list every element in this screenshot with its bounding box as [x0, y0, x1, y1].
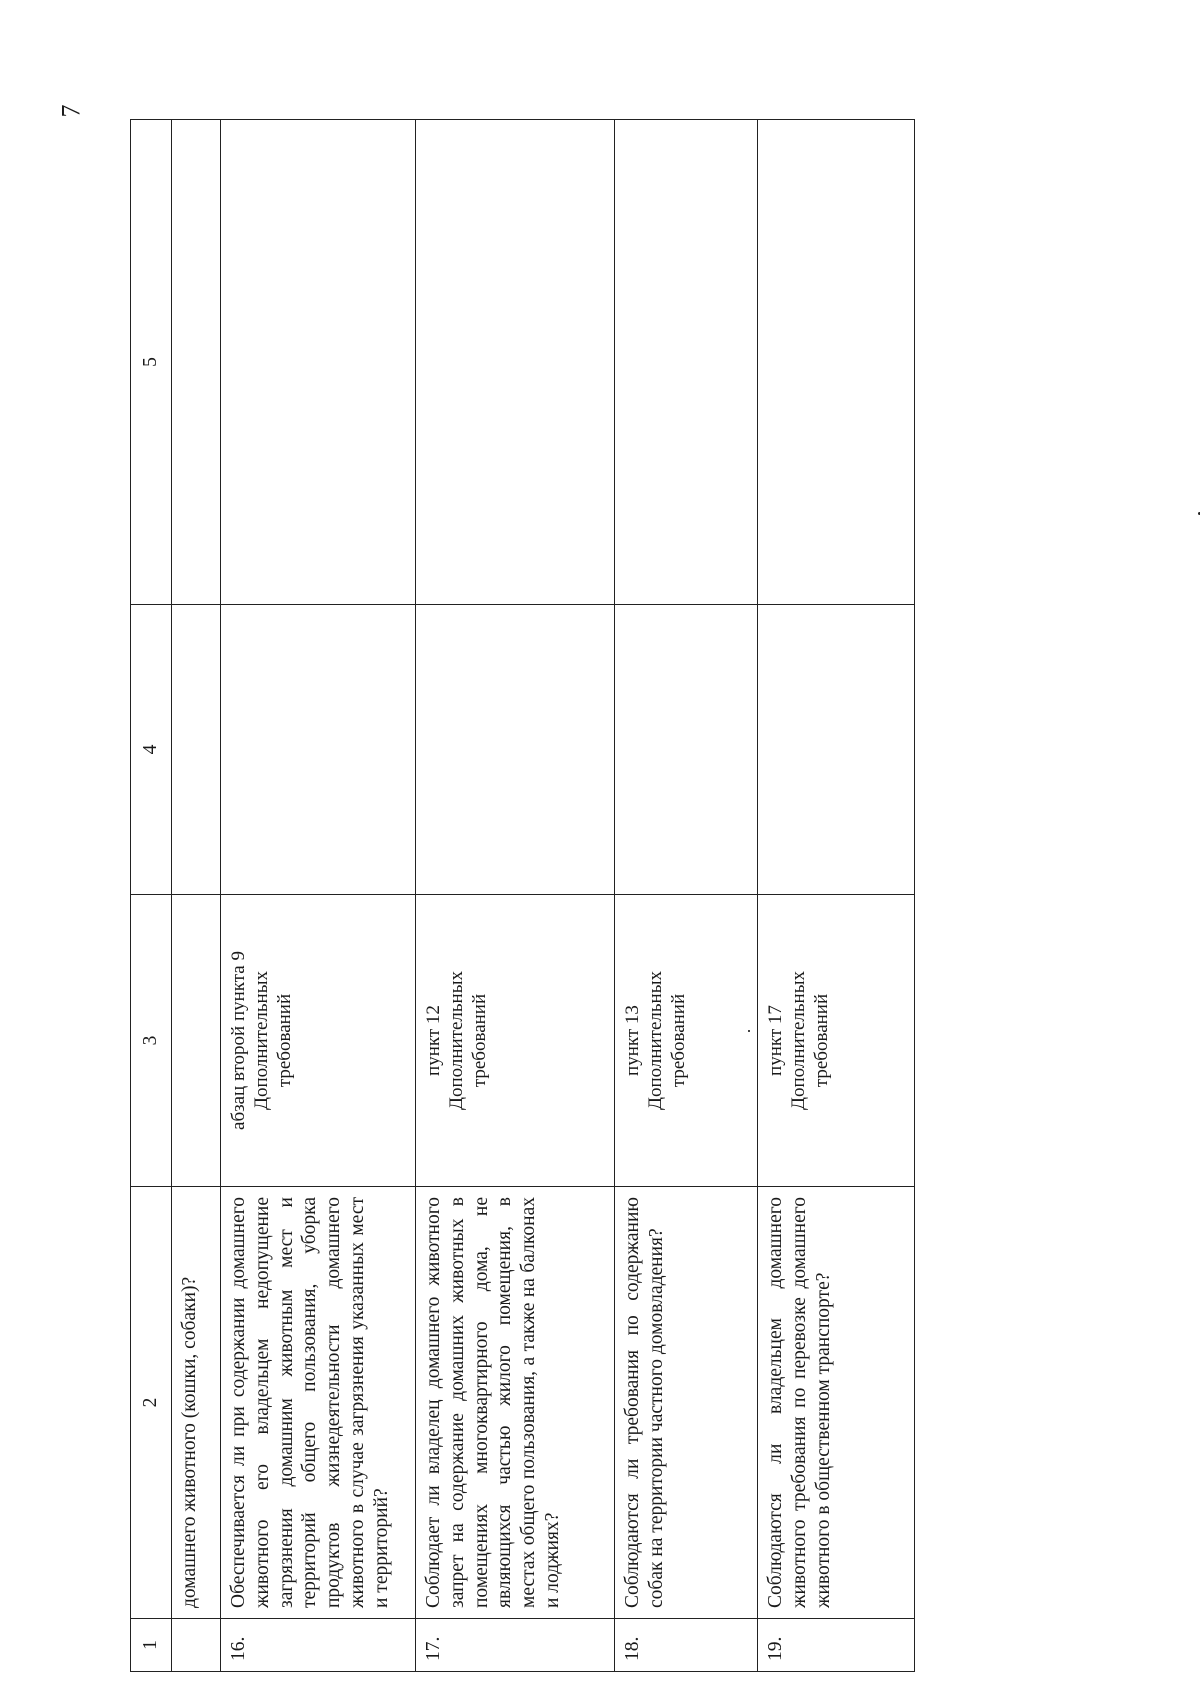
- reference-line: пункт 17: [765, 1005, 786, 1076]
- row-col5-cell: [221, 120, 416, 605]
- checklist-table: [130, 119, 915, 1672]
- continuation-question-cell: домашнего животного (кошки, собаки)?: [172, 1187, 221, 1619]
- row-col4-cell: [758, 605, 915, 895]
- row-reference: [416, 895, 615, 1187]
- row-number: 19.: [758, 1619, 915, 1672]
- row-number: 17.: [416, 1619, 615, 1672]
- row-reference: [221, 895, 416, 1187]
- table-row: [416, 120, 615, 1672]
- row-reference: [758, 895, 915, 1187]
- reference-line: пункт 12: [423, 1005, 444, 1076]
- reference-line: требований: [274, 993, 296, 1088]
- header-col-2: 2: [131, 1187, 172, 1619]
- row-question: Соблюдает ли владелец домашнего животного запрет на содержание домашних животных в помещениях многоквартирного дома, не являющихся частью жилого помещения, в местах общего пользования, а также на балконах и лоджиях?: [416, 1187, 615, 1619]
- continuation-num-cell: [172, 1619, 221, 1672]
- header-col-1: 1: [131, 1619, 172, 1672]
- reference-line: пункт 13: [622, 1005, 643, 1076]
- reference-line: Дополнительных: [645, 971, 667, 1111]
- header-col-3: 3: [131, 895, 172, 1187]
- row-col5-cell: [758, 120, 915, 605]
- row-col4-cell: [221, 605, 416, 895]
- continuation-row: [172, 120, 221, 1672]
- row-col4-cell: [615, 605, 758, 895]
- table-header-row: [131, 120, 172, 1672]
- continuation-ref-cell: [172, 895, 221, 1187]
- page-number: 7: [56, 104, 86, 118]
- row-question: Соблюдаются ли требования по содержанию собак на территории частного домовладения?: [615, 1187, 758, 1619]
- reference-line: Дополнительных: [788, 971, 810, 1111]
- row-number: 18.: [615, 1619, 758, 1672]
- row-col4-cell: [416, 605, 615, 895]
- table-row: [221, 120, 416, 1672]
- table-row: [615, 120, 758, 1672]
- reference-line: абзац второй пункта 9: [228, 951, 249, 1130]
- continuation-col5-cell: [172, 120, 221, 605]
- row-question: Обеспечивается ли при содержании домашнего животного его владельцем недопущение загрязнения домашним животным мест и территорий общего пользования, уборка продуктов жизнедеятельности домашнего животного в случае загрязнения указанных мест и территорий?: [221, 1187, 416, 1619]
- row-col5-cell: [615, 120, 758, 605]
- reference-line: требований: [469, 993, 491, 1088]
- row-reference: [615, 895, 758, 1187]
- reference-line: Дополнительных: [251, 971, 273, 1111]
- table-row: [758, 120, 915, 1672]
- reference-line: требований: [811, 993, 833, 1088]
- reference-line: Дополнительных: [446, 971, 468, 1111]
- continuation-col4-cell: [172, 605, 221, 895]
- header-col-4: 4: [131, 605, 172, 895]
- rotated-table-wrapper: [130, 120, 900, 1672]
- row-col5-cell: [416, 120, 615, 605]
- reference-line: требований: [668, 993, 690, 1088]
- row-question: Соблюдаются ли владельцем домашнего животного требования по перевозке домашнего животного в общественном транспорте?: [758, 1187, 915, 1619]
- header-col-5: 5: [131, 120, 172, 605]
- row-number: 16.: [221, 1619, 416, 1672]
